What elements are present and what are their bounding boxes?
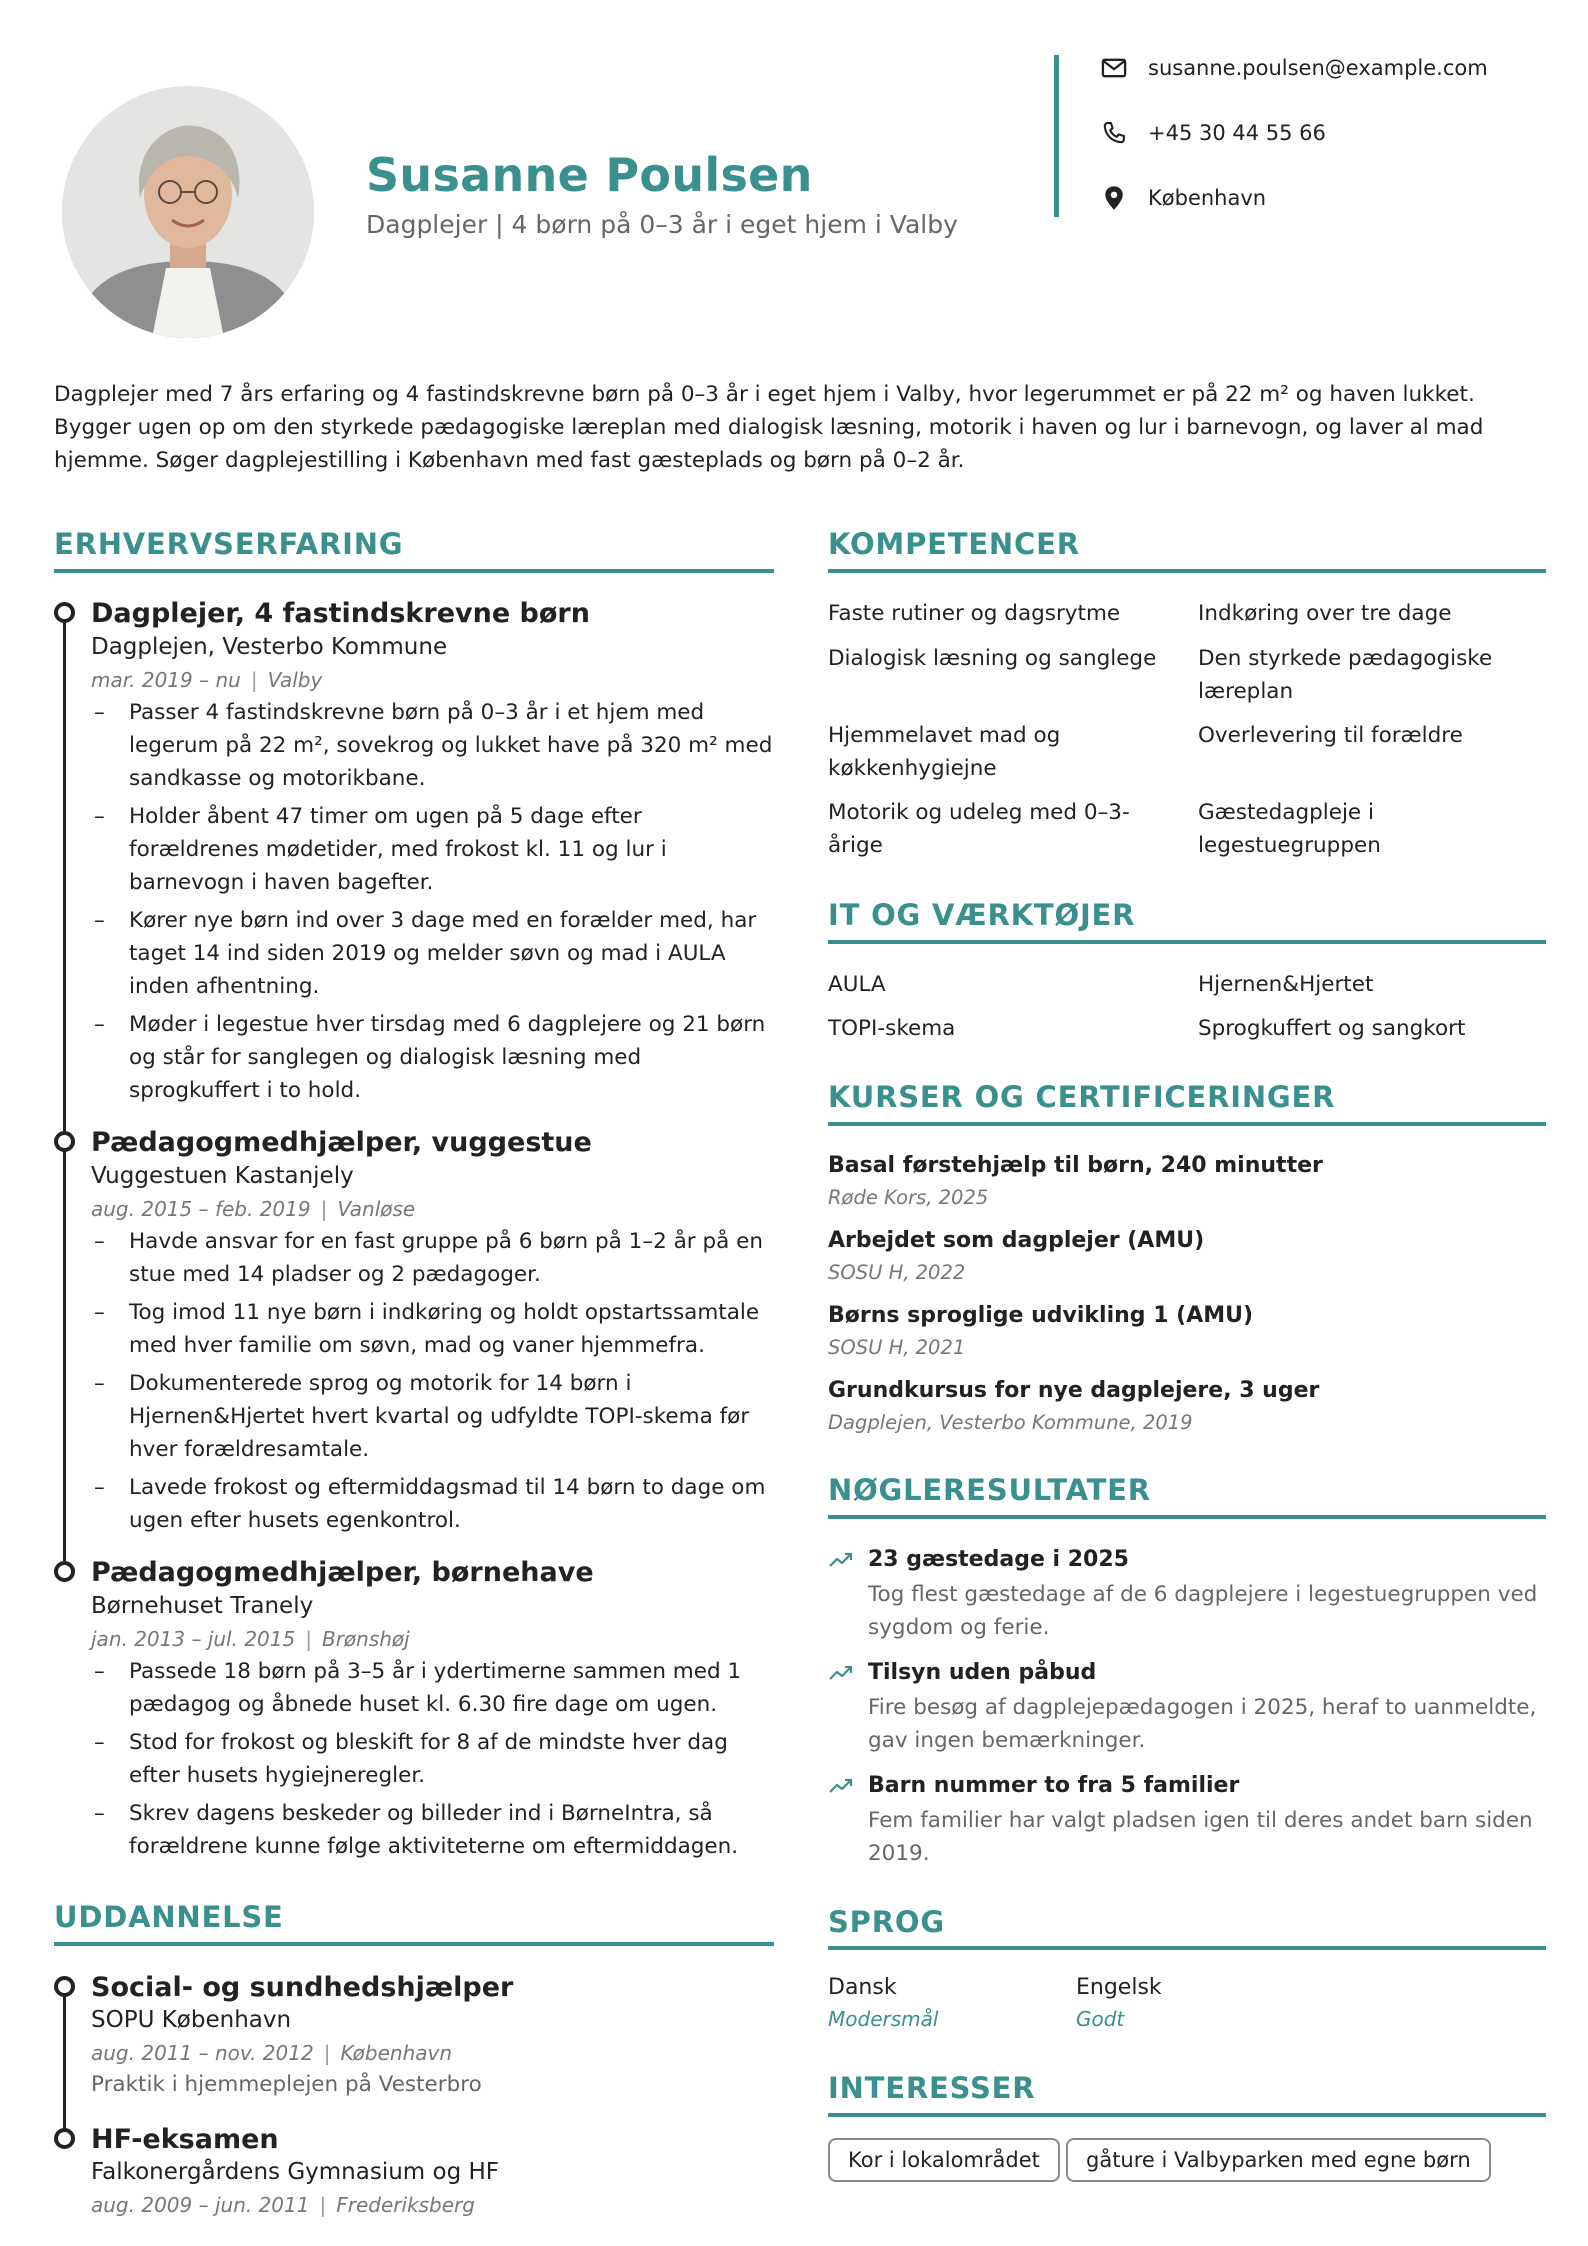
education-school: SOPU København	[91, 2007, 292, 2033]
job-bullet: – Møder i legestue hver tirsdag med 6 dagplejere og 21 børn og står for sanglegen og dialogisk læsning med sprogkuffert i to hold.	[94, 1008, 774, 1107]
section-rule-skills	[828, 569, 1546, 573]
education-dates: aug. 2009 – jun. 2011	[91, 2193, 310, 2217]
result-title: Barn nummer to fra 5 familier	[868, 1773, 1240, 1798]
section-title-results: NØGLERESULTATER	[828, 1473, 1151, 1507]
trending-up-icon	[828, 1776, 854, 1796]
job-place: Brønshøj	[321, 1627, 410, 1651]
course-title: Grundkursus for nye dagplejere, 3 uger	[828, 1378, 1320, 1403]
section-rule-tools	[828, 940, 1546, 944]
tool-item: AULA	[828, 972, 886, 997]
job-place: Valby	[267, 668, 323, 692]
timeline-dot	[54, 1561, 75, 1582]
job-bullet: – Passede 18 børn på 3–5 år i ydertimerne sammen med 1 pædagog og åbnede huset kl. 6.30 fire dage om ugen.	[94, 1655, 774, 1721]
section-title-experience: ERHVERVSERFARING	[54, 527, 404, 561]
section-title-courses: KURSER OG CERTIFICERINGER	[828, 1080, 1336, 1114]
result-title: Tilsyn uden påbud	[868, 1660, 1097, 1685]
job-dates: aug. 2015 – feb. 2019	[91, 1197, 311, 1221]
language-name: Engelsk	[1076, 1975, 1162, 2000]
job-bullets	[94, 1225, 774, 1542]
education-school: Falkonergårdens Gymnasium og HF	[91, 2159, 500, 2185]
skill-item: Hjemmelavet mad og køkkenhygiejne	[828, 723, 1061, 781]
job-title: Pædagogmedhjælper, børnehave	[91, 1557, 594, 1588]
education-detail: Praktik i hjemmeplejen på Vesterbro	[91, 2072, 482, 2097]
education-place: København	[340, 2041, 453, 2065]
phone-text: +45 30 44 55 66	[1148, 121, 1326, 145]
trending-up-icon	[828, 1663, 854, 1683]
job-employer: Dagplejen, Vesterbo Kommune	[91, 634, 448, 660]
skill-item: Indkøring over tre dage	[1198, 601, 1452, 626]
section-title-tools: IT OG VÆRKTØJER	[828, 898, 1136, 932]
course-title: Basal førstehjælp til børn, 240 minutter	[828, 1153, 1323, 1178]
tool-item: Sprogkuffert og sangkort	[1198, 1016, 1466, 1041]
job-bullet: – Skrev dagens beskeder og billeder ind i BørneIntra, så forældrene kunne følge aktiviteterne om eftermiddagen.	[94, 1797, 774, 1863]
section-rule-results	[828, 1515, 1546, 1519]
skill-item: Faste rutiner og dagsrytme	[828, 601, 1121, 626]
education-title: HF-eksamen	[91, 2124, 279, 2155]
job-title: Dagplejer, 4 fastindskrevne børn	[91, 598, 590, 629]
timeline-dot	[54, 602, 75, 623]
location-pin-icon	[1100, 184, 1128, 212]
job-bullet: – Havde ansvar for en fast gruppe på 6 børn på 1–2 år på en stue med 14 pladser og 2 pædagoger.	[94, 1225, 774, 1291]
education-dates: aug. 2011 – nov. 2012	[91, 2041, 314, 2065]
job-bullet: – Holder åbent 47 timer om ugen på 5 dage efter forældrenes mødetider, med frokost kl. 11 og lur i barnevogn i haven bagefter.	[94, 800, 774, 899]
tool-item: Hjernen&Hjertet	[1198, 972, 1374, 997]
section-rule-courses	[828, 1122, 1546, 1126]
result-description: Fem familier har valgt pladsen igen til deres andet barn siden 2019.	[868, 1808, 1533, 1866]
section-rule-interests	[828, 2113, 1546, 2117]
language-name: Dansk	[828, 1975, 897, 2000]
job-bullet: – Kører nye børn ind over 3 dage med en forælder med, har taget 14 ind siden 2019 og melder søvn og mad i AULA inden afhentning.	[94, 904, 774, 1003]
skill-item: Den styrkede pædagogiske læreplan	[1198, 646, 1493, 704]
timeline-dot	[54, 2128, 75, 2149]
result-title: 23 gæstedage i 2025	[868, 1547, 1129, 1572]
contact-email[interactable]	[1100, 54, 1488, 82]
education-timeline	[63, 1995, 66, 2135]
course-meta: Dagplejen, Vesterbo Kommune, 2019	[828, 1411, 1193, 1434]
contact-divider	[1054, 55, 1059, 217]
job-bullet: – Tog imod 11 nye børn i indkøring og holdt opstartssamtale med hver familie om søvn, mad og vaner hjemmefra.	[94, 1296, 774, 1362]
education-place: Frederiksberg	[336, 2193, 475, 2217]
job-meta: aug. 2015 – feb. 2019 | Vanløse	[91, 1197, 416, 1221]
job-bullet: – Lavede frokost og eftermiddagsmad til 14 børn to dage om ugen efter husets egenkontrol.	[94, 1471, 774, 1537]
language-level: Godt	[1076, 2007, 1125, 2031]
interest-chip: gåture i Valbyparken med egne børn	[1066, 2138, 1491, 2182]
job-meta: jan. 2013 – jul. 2015 | Brønshøj	[91, 1627, 410, 1651]
trending-up-icon	[828, 1550, 854, 1570]
course-meta: Røde Kors, 2025	[828, 1186, 989, 1209]
course-meta: SOSU H, 2022	[828, 1261, 966, 1284]
job-employer: Vuggestuen Kastanjely	[91, 1163, 354, 1189]
candidate-headline: Dagplejer | 4 børn på 0–3 år i eget hjem i Valby	[366, 210, 958, 239]
job-bullet: – Stod for frokost og bleskift for 8 af de mindste hver dag efter husets hygiejneregler.	[94, 1726, 774, 1792]
timeline-dot	[54, 1976, 75, 1997]
job-title: Pædagogmedhjælper, vuggestue	[91, 1127, 592, 1158]
profile-photo	[62, 86, 314, 338]
phone-icon	[1100, 119, 1128, 147]
contact-location	[1100, 184, 1266, 212]
timeline-dot	[54, 1131, 75, 1152]
section-title-skills: KOMPETENCER	[828, 527, 1080, 561]
job-dates: jan. 2013 – jul. 2015	[91, 1627, 296, 1651]
section-rule-languages	[828, 1946, 1546, 1950]
skill-item: Dialogisk læsning og sanglege	[828, 646, 1157, 671]
course-meta: SOSU H, 2021	[828, 1336, 966, 1359]
result-description: Tog flest gæstedage af de 6 dagplejere i legestuegruppen ved sygdom og ferie.	[868, 1582, 1538, 1640]
section-title-interests: INTERESSER	[828, 2071, 1036, 2105]
candidate-name: Susanne Poulsen	[366, 148, 813, 202]
education-meta: aug. 2011 – nov. 2012 | København	[91, 2041, 453, 2065]
section-title-languages: SPROG	[828, 1905, 945, 1939]
section-rule-education	[54, 1942, 774, 1946]
section-rule-experience	[54, 569, 774, 573]
job-meta: mar. 2019 – nu | Valby	[91, 668, 323, 692]
skill-item: Motorik og udeleg med 0–3-årige	[828, 800, 1130, 858]
email-text: susanne.poulsen@example.com	[1148, 56, 1488, 80]
profile-summary: Dagplejer med 7 års erfaring og 4 fastindskrevne børn på 0–3 år i eget hjem i Valby, hvor legerummet er på 22 m² og haven lukket. Bygger ugen op om den styrkede pædagogiske læreplan med dialogisk læsning, motorik i haven og lur i barnevogn, og laver al mad hjemme. Søger dagplejestilling i København med fast gæsteplads og børn på 0–2 år.	[54, 382, 1484, 473]
course-title: Børns sproglige udvikling 1 (AMU)	[828, 1303, 1254, 1328]
job-bullet: – Passer 4 fastindskrevne børn på 0–3 år i et hjem med legerum på 22 m², sovekrog og lukket have på 320 m² med sandkasse og motorikbane.	[94, 696, 774, 795]
job-bullets	[94, 696, 774, 1112]
skill-item: Gæstedagpleje i legestuegruppen	[1198, 800, 1381, 858]
mail-icon	[1100, 54, 1128, 82]
education-meta: aug. 2009 – jun. 2011 | Frederiksberg	[91, 2193, 475, 2217]
contact-phone[interactable]	[1100, 119, 1326, 147]
skill-item: Overlevering til forældre	[1198, 723, 1463, 748]
job-employer: Børnehuset Tranely	[91, 1593, 314, 1619]
job-bullets	[94, 1655, 774, 1868]
tool-item: TOPI-skema	[828, 1016, 956, 1041]
location-text: København	[1148, 186, 1267, 210]
interest-chip: Kor i lokalområdet	[828, 2138, 1060, 2182]
job-dates: mar. 2019 – nu	[91, 668, 241, 692]
language-level: Modersmål	[828, 2007, 939, 2031]
section-title-education: UDDANNELSE	[54, 1900, 284, 1934]
experience-timeline	[63, 614, 66, 1561]
education-title: Social- og sundhedshjælper	[91, 1972, 514, 2003]
result-description: Fire besøg af dagplejepædagogen i 2025, heraf to uanmeldte, gav ingen bemærkninger.	[868, 1695, 1537, 1753]
portrait-image	[62, 86, 314, 338]
job-bullet: – Dokumenterede sprog og motorik for 14 børn i Hjernen&Hjertet hvert kvartal og udfyldte TOPI-skema før hver forældresamtale.	[94, 1367, 774, 1466]
job-place: Vanløse	[337, 1197, 416, 1221]
course-title: Arbejdet som dagplejer (AMU)	[828, 1228, 1205, 1253]
